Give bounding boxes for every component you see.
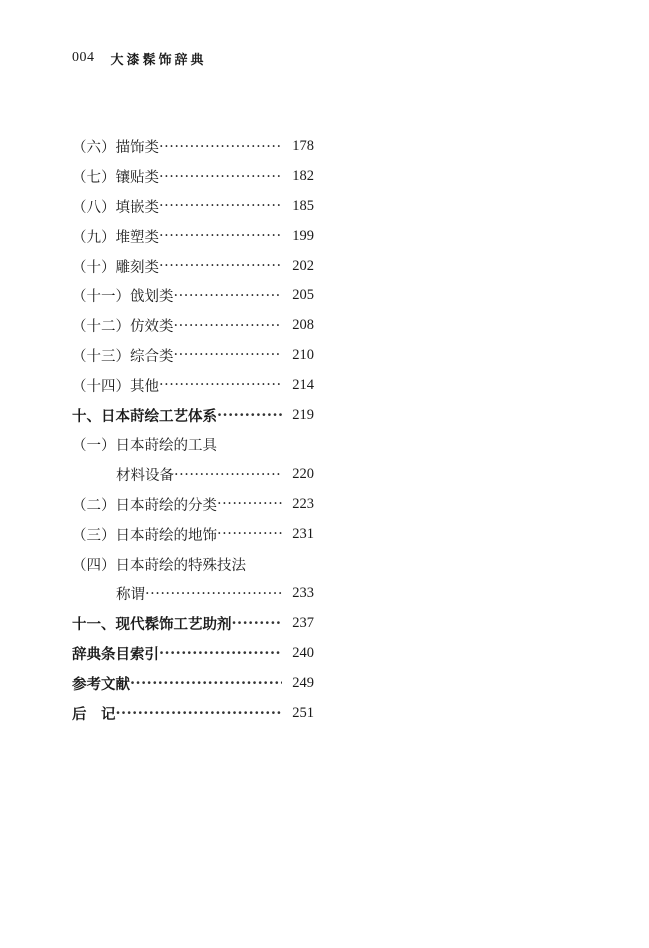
toc-entry-page: 185 [292, 197, 314, 214]
toc-entry-page: 233 [292, 585, 314, 602]
toc-entry[interactable] [72, 519, 314, 549]
toc-leader-dots [232, 615, 283, 632]
toc-entry-title: 材料设备 [116, 468, 174, 485]
toc-entry-page: 237 [292, 615, 314, 632]
toc-entry[interactable] [72, 549, 314, 579]
toc-entry-title: （十一）戗划类 [72, 289, 174, 306]
toc-entry[interactable] [72, 281, 314, 311]
toc-leader-dots [116, 705, 283, 722]
toc-entry-page: 205 [292, 287, 314, 304]
toc-leader-dots [217, 407, 282, 424]
toc-entry-title: 十、日本莳绘工艺体系 [72, 407, 217, 425]
toc-entry[interactable] [72, 400, 314, 430]
toc-entry-title: 称谓 [116, 587, 145, 604]
toc-leader-dots [159, 228, 282, 244]
table-of-contents [72, 132, 314, 728]
toc-entry-title: （七）镶贴类 [72, 170, 159, 187]
toc-leader-dots [159, 169, 282, 185]
toc-entry[interactable] [72, 609, 314, 639]
book-title: 大漆髹饰辞典 [110, 52, 207, 68]
toc-entry[interactable] [72, 698, 314, 728]
toc-leader-dots [159, 258, 282, 274]
toc-leader-dots [174, 467, 282, 483]
toc-entry[interactable] [72, 639, 314, 669]
toc-entry-page: 240 [292, 644, 314, 661]
toc-leader-dots [217, 526, 282, 542]
toc-entry-title: （十三）综合类 [72, 348, 174, 365]
toc-leader-dots [159, 645, 282, 662]
toc-entry[interactable] [72, 251, 314, 281]
toc-entry[interactable] [72, 490, 314, 520]
toc-leader-dots [130, 675, 282, 692]
toc-entry-page: 219 [292, 406, 314, 423]
toc-entry-page: 214 [292, 376, 314, 393]
toc-entry-title: （四）日本莳绘的特殊技法 [72, 557, 246, 574]
toc-entry[interactable] [72, 162, 314, 192]
toc-entry[interactable] [72, 460, 314, 490]
toc-entry[interactable] [72, 668, 314, 698]
toc-entry-page: 251 [292, 704, 314, 721]
toc-entry-title: 参考文献 [72, 675, 130, 693]
toc-entry-title: （十四）其他 [72, 378, 159, 395]
toc-entry[interactable] [72, 192, 314, 222]
toc-leader-dots [159, 377, 282, 393]
toc-entry-page: 231 [292, 525, 314, 542]
toc-entry-title: （一）日本莳绘的工具 [72, 438, 217, 455]
toc-entry-page: 199 [292, 227, 314, 244]
toc-entry-title: （八）填嵌类 [72, 199, 159, 216]
toc-entry[interactable] [72, 341, 314, 371]
toc-leader-dots [174, 318, 283, 334]
toc-leader-dots [217, 496, 282, 512]
toc-entry-page: 220 [292, 466, 314, 483]
page-header [72, 48, 207, 68]
toc-entry-title: 后 记 [72, 705, 116, 723]
toc-entry-page: 210 [292, 346, 314, 363]
toc-leader-dots [174, 347, 283, 363]
toc-entry[interactable] [72, 221, 314, 251]
page-number: 004 [72, 50, 95, 65]
toc-entry-title: （十二）仿效类 [72, 319, 174, 336]
toc-entry[interactable] [72, 132, 314, 162]
toc-entry-page: 202 [292, 257, 314, 274]
toc-entry-page: 178 [292, 138, 314, 155]
toc-entry-title: （六）描饰类 [72, 140, 159, 157]
toc-entry-page: 249 [292, 674, 314, 691]
toc-leader-dots [159, 198, 282, 214]
toc-entry-page: 182 [292, 168, 314, 185]
toc-entry-page: 208 [292, 317, 314, 334]
toc-entry-title: 十一、现代髹饰工艺助剂 [72, 616, 232, 634]
toc-entry-page: 223 [292, 495, 314, 512]
toc-entry[interactable] [72, 579, 314, 609]
toc-leader-dots [174, 288, 283, 304]
toc-entry-title: （九）堆塑类 [72, 229, 159, 246]
toc-entry-title: （三）日本莳绘的地饰 [72, 527, 217, 544]
toc-entry[interactable] [72, 430, 314, 460]
toc-entry-title: （二）日本莳绘的分类 [72, 497, 217, 514]
toc-entry[interactable] [72, 311, 314, 341]
toc-entry[interactable] [72, 370, 314, 400]
toc-entry-title: 辞典条目索引 [72, 645, 159, 663]
toc-leader-dots [159, 139, 282, 155]
toc-entry-title: （十）雕刻类 [72, 259, 159, 276]
toc-leader-dots [145, 586, 282, 602]
